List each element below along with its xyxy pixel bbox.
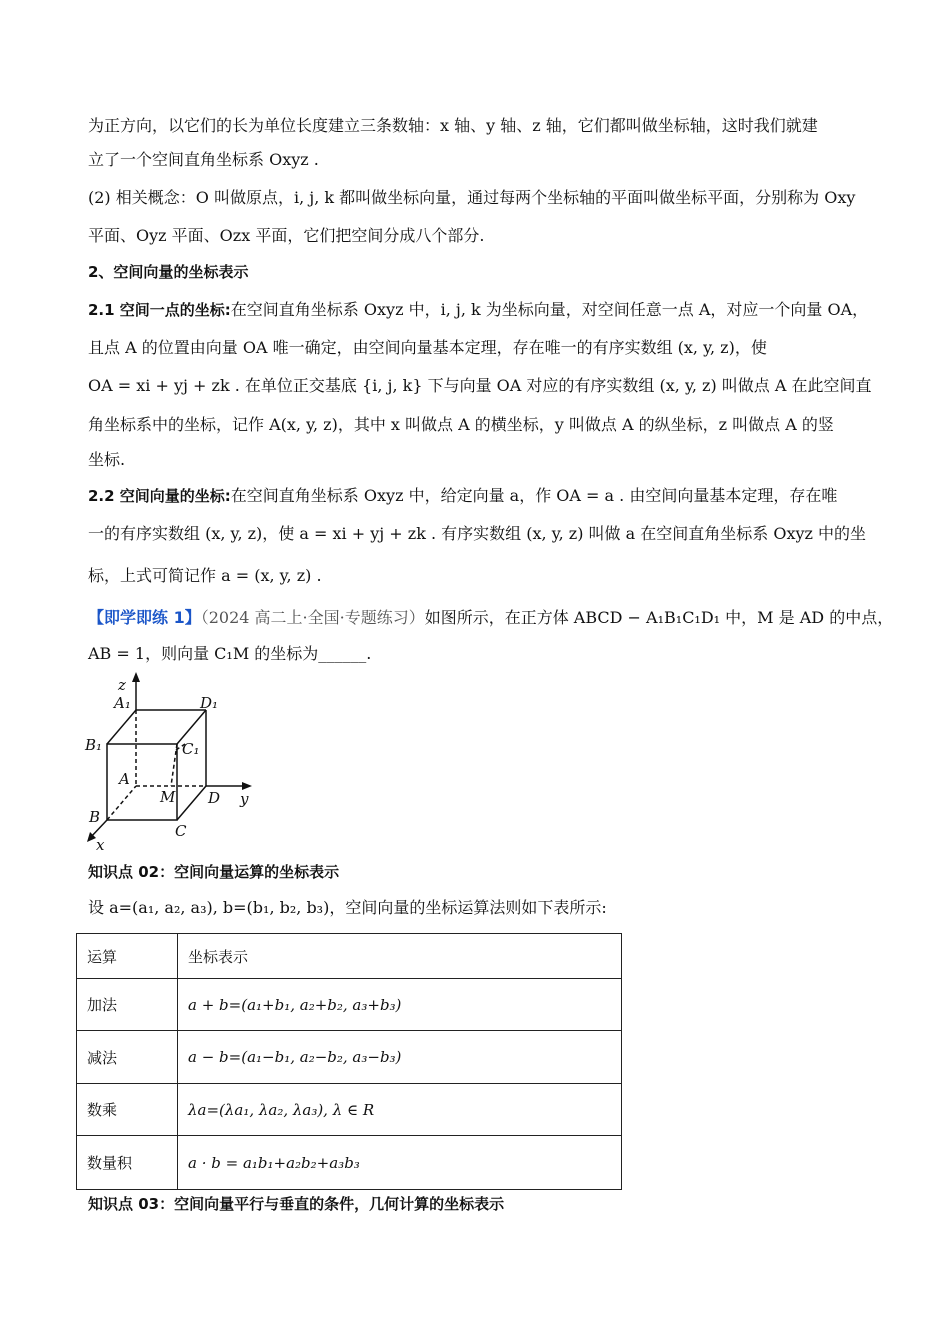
exercise-source: （2024 高二上·全国·专题练习） [200, 608, 425, 627]
table-cell-op: 数量积 [77, 1136, 178, 1190]
label-C1: C₁ [182, 740, 200, 758]
paragraph-text: 在空间直角坐标系 Oxyz 中，i, j, k 为坐标向量，对空间任意一点 A，对应一个向量 OA， [230, 300, 869, 319]
paragraph-line: 角坐标系中的坐标，记作 A(x, y, z)，其中 x 叫做点 A 的横坐标，y 叫做点 A 的纵坐标，z 叫做点 A 的竖 [88, 415, 834, 434]
coordinate-operations-table [76, 933, 622, 1190]
table-cell-op: 加法 [77, 979, 178, 1031]
table-row [77, 1031, 622, 1084]
table-row [77, 1084, 622, 1136]
table-row [77, 1136, 622, 1190]
table-cell-expr: a − b=(a₁−b₁, a₂−b₂, a₃−b₃) [178, 1031, 622, 1084]
label-A1: A₁ [114, 694, 131, 712]
table-row [77, 979, 622, 1031]
label-B: B [89, 808, 101, 826]
table-cell-expr: a · b = a₁b₁+a₂b₂+a₃b₃ [178, 1136, 622, 1190]
label-z: z [118, 676, 126, 694]
table-header-cell: 坐标表示 [178, 934, 622, 979]
label-x: x [96, 836, 105, 852]
label-A: A [119, 770, 130, 788]
paragraph-line: 为正方向，以它们的长为单位长度建立三条数轴：x 轴、y 轴、z 轴，它们都叫做坐标轴，这时我们就建 [88, 116, 818, 135]
z-arrow [132, 672, 140, 682]
paragraph-line: 且点 A 的位置由向量 OA 唯一确定，由空间向量基本定理，存在唯一的有序实数组 (x, y, z)，使 [88, 338, 767, 357]
cube-edge [177, 710, 206, 744]
table-header-cell: 运算 [77, 934, 178, 979]
exercise-text: 如图所示，在正方体 ABCD − A₁B₁C₁D₁ 中，M 是 AD 的中点， [424, 608, 894, 627]
paragraph-line: 坐标. [88, 450, 126, 469]
table-header-row [77, 934, 622, 979]
label-D: D [208, 789, 221, 807]
paragraph-line [88, 298, 870, 322]
hidden-edge [171, 744, 177, 786]
paragraph-line: 立了一个空间直角坐标系 Oxyz . [88, 150, 319, 169]
exercise-line [88, 606, 894, 630]
table-cell-expr: λa=(λa₁, λa₂, λa₃), λ ∈ R [178, 1084, 622, 1136]
subsection-heading: 2.1 空间一点的坐标: [88, 301, 231, 319]
label-M: M [160, 788, 176, 806]
exercise-line: AB = 1，则向量 C₁M 的坐标为______. [88, 644, 372, 663]
hidden-edge [107, 786, 136, 820]
knowledge-point-heading: 知识点 02：空间向量运算的坐标表示 [88, 863, 340, 881]
section-heading: 2、空间向量的坐标表示 [88, 263, 249, 281]
subsection-heading: 2.2 空间向量的坐标: [88, 487, 231, 505]
paragraph-line: 平面、Oyz 平面、Ozx 平面，它们把空间分成八个部分. [88, 226, 485, 245]
paragraph-line [88, 484, 870, 508]
paragraph-line: 一的有序实数组 (x, y, z)，使 a = xi + yj + zk . 有序实数组 (x, y, z) 叫做 a 在空间直角坐标系 Oxyz 中的坐 [88, 524, 867, 543]
knowledge-point-heading: 知识点 03：空间向量平行与垂直的条件，几何计算的坐标表示 [88, 1195, 505, 1213]
table-cell-op: 减法 [77, 1031, 178, 1084]
cube-figure [80, 668, 270, 852]
label-C: C [175, 822, 187, 840]
cube-edge [177, 786, 206, 820]
paragraph-line: 标，上式可简记作 a = (x, y, z) . [88, 566, 322, 585]
paragraph-line: (2) 相关概念：O 叫做原点，i, j, k 都叫做坐标向量，通过每两个坐标轴的平面叫做坐标平面，分别称为 Oxy [88, 188, 856, 207]
label-B1: B₁ [85, 736, 103, 754]
label-y: y [240, 790, 249, 808]
paragraph-text: 在空间直角坐标系 Oxyz 中，给定向量 a，作 OA = a . 由空间向量基本定理，存在唯 [230, 486, 838, 505]
paragraph-line: 设 a=(a₁, a₂, a₃), b=(b₁, b₂, b₃)，空间向量的坐标运算法则如下表所示: [88, 898, 607, 917]
y-arrow [242, 782, 252, 790]
label-D1: D₁ [200, 694, 219, 712]
paragraph-line: OA = xi + yj + zk . 在单位正交基底 {i, j, k} 下与向量 OA 对应的有序实数组 (x, y, z) 叫做点 A 在此空间直 [88, 376, 872, 395]
table-cell-op: 数乘 [77, 1084, 178, 1136]
cube-edge [107, 710, 136, 744]
exercise-tag: 【即学即练 1】 [88, 608, 201, 627]
table-cell-expr: a + b=(a₁+b₁, a₂+b₂, a₃+b₃) [178, 979, 622, 1031]
